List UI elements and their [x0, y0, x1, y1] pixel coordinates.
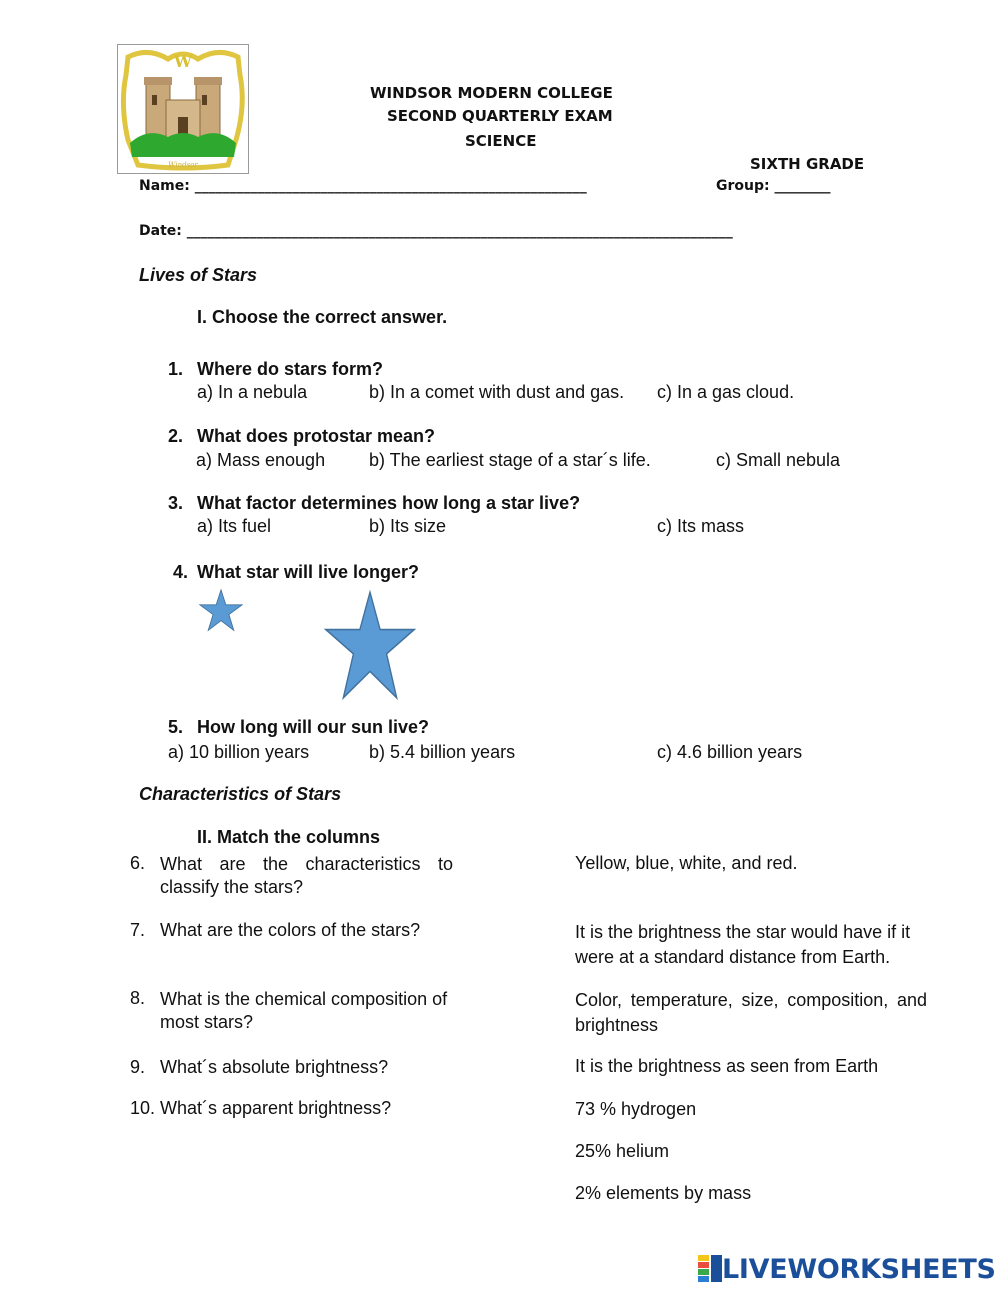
question-text: What star will live longer?	[197, 562, 420, 582]
svg-text:W: W	[174, 52, 192, 71]
match-answer[interactable]: Color, temperature, size, composition, and brightness	[575, 990, 927, 1035]
question-text: What factor determines how long a star live?	[197, 493, 581, 513]
option-b[interactable]: b) In a comet with dust and gas.	[369, 382, 625, 402]
match-number: 6.	[130, 853, 146, 873]
match-question: What are the characteristics to classify the stars?	[160, 854, 453, 897]
svg-text:Windsor: Windsor	[168, 161, 198, 169]
match-answer[interactable]: 73 % hydrogen	[575, 1099, 697, 1119]
exam-title: SECOND QUARTERLY EXAM	[387, 107, 613, 125]
section2-title: Characteristics of Stars	[139, 784, 342, 804]
liveworksheets-brand: LIVEWORKSHEETS	[722, 1253, 996, 1285]
match-number: 10.	[130, 1098, 156, 1118]
school-logo	[117, 44, 249, 174]
liveworksheets-icon	[698, 1255, 722, 1283]
match-answer[interactable]: 2% elements by mass	[575, 1183, 752, 1203]
option-c[interactable]: c) Small nebula	[716, 450, 841, 470]
option-c[interactable]: c) 4.6 billion years	[657, 742, 803, 762]
match-number: 7.	[130, 920, 146, 940]
match-answer[interactable]: Yellow, blue, white, and red.	[575, 853, 798, 873]
large-star-icon[interactable]	[324, 590, 416, 700]
question-number: 5.	[168, 717, 184, 737]
grade-label: SIXTH GRADE	[750, 155, 865, 173]
question-number: 2.	[168, 426, 184, 446]
question-number: 1.	[168, 359, 184, 379]
option-b[interactable]: b) Its size	[369, 516, 447, 536]
small-star-icon[interactable]	[199, 589, 243, 633]
section2-instruction: II. Match the columns	[197, 827, 381, 847]
option-c[interactable]: c) Its mass	[657, 516, 745, 536]
match-question: What´s apparent brightness?	[160, 1098, 392, 1118]
match-answer[interactable]: 25% helium	[575, 1141, 670, 1161]
name-field[interactable]: Name: ________________________________________________________	[139, 178, 587, 194]
school-name: WINDSOR MODERN COLLEGE	[370, 84, 613, 102]
option-b[interactable]: b) 5.4 billion years	[369, 742, 516, 762]
section1-instruction: I. Choose the correct answer.	[197, 307, 448, 327]
liveworksheets-logo[interactable]	[698, 1252, 996, 1286]
option-a[interactable]: a) In a nebula	[197, 382, 308, 402]
option-b[interactable]: b) The earliest stage of a star´s life.	[369, 450, 651, 470]
question-number: 4.	[173, 562, 189, 582]
question-text: Where do stars form?	[197, 359, 384, 379]
group-field[interactable]: Group: ________	[716, 178, 831, 194]
section1-title: Lives of Stars	[139, 265, 258, 285]
match-question: What´s absolute brightness?	[160, 1057, 389, 1077]
option-a[interactable]: a) Mass enough	[196, 450, 326, 470]
subject-title: SCIENCE	[465, 132, 537, 150]
match-answer[interactable]: It is the brightness the star would have if it were at a standard distance from Earth.	[575, 922, 911, 967]
date-field[interactable]: Date: ______________________________________________________________________________	[139, 223, 733, 239]
match-number: 8.	[130, 988, 146, 1008]
match-answer[interactable]: It is the brightness as seen from Earth	[575, 1056, 879, 1076]
match-question: What is the chemical composition of most stars?	[160, 989, 448, 1032]
match-question: What are the colors of the stars?	[160, 920, 421, 940]
option-c[interactable]: c) In a gas cloud.	[657, 382, 795, 402]
option-a[interactable]: a) Its fuel	[197, 516, 272, 536]
match-number: 9.	[130, 1057, 146, 1077]
question-text: What does protostar mean?	[197, 426, 436, 446]
question-text: How long will our sun live?	[197, 717, 430, 737]
question-number: 3.	[168, 493, 184, 513]
option-a[interactable]: a) 10 billion years	[168, 742, 310, 762]
